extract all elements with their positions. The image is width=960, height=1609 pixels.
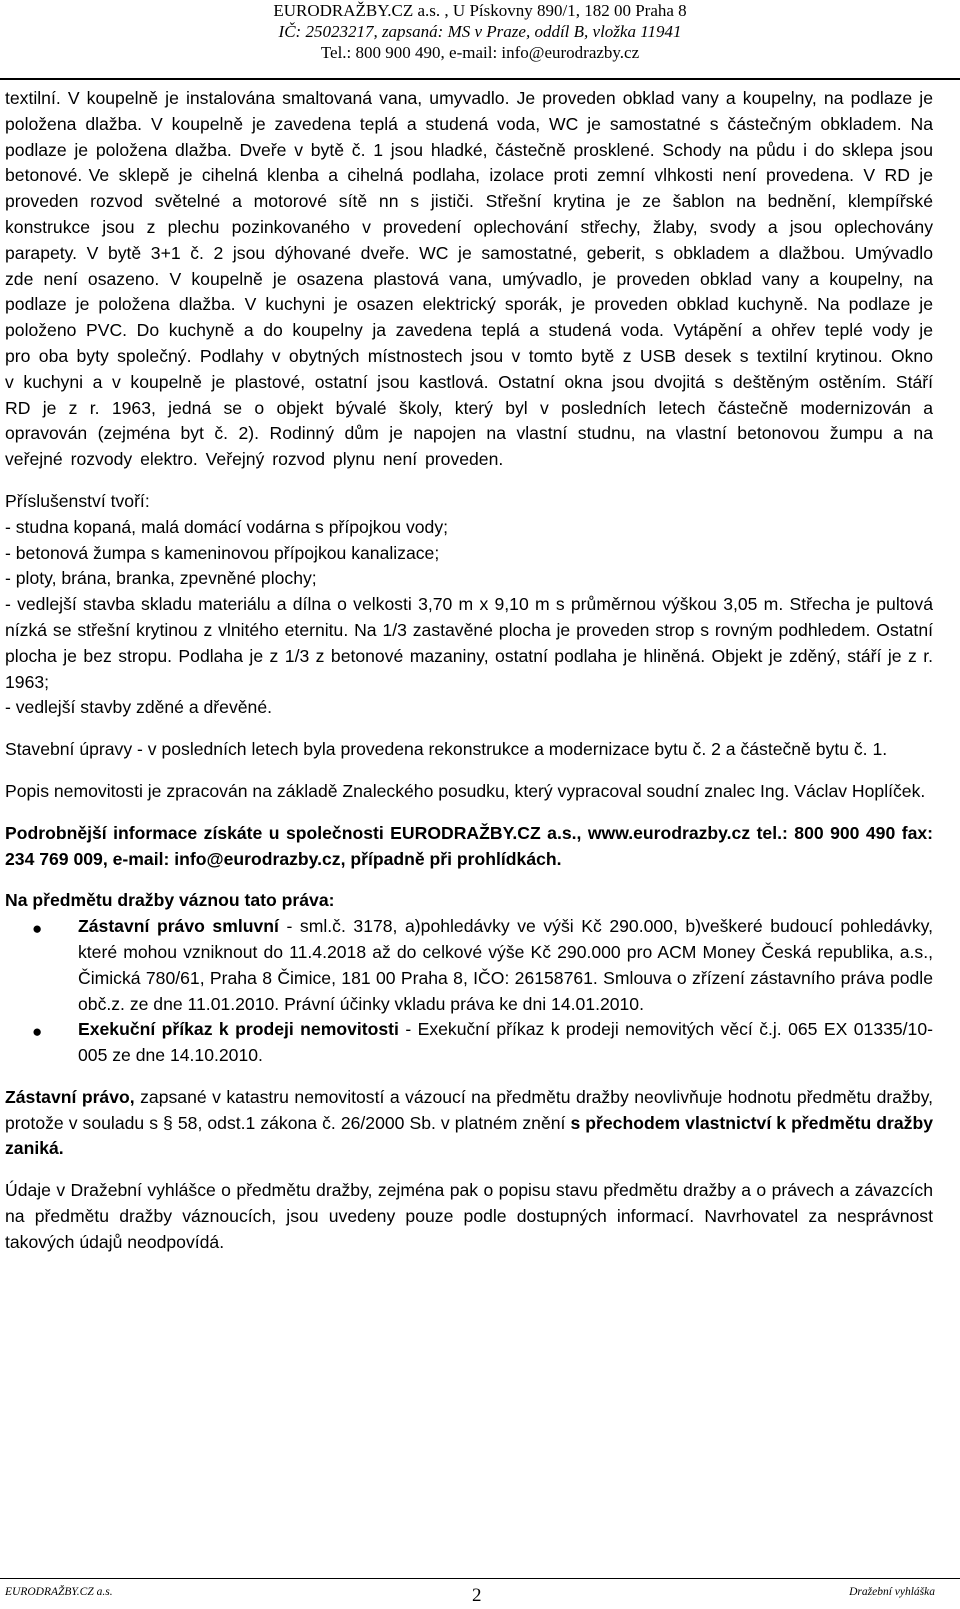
pledge-conclusion: s přechodem vlastnictví k předmětu dražby zaniká. [5,1112,933,1159]
list-item: - betonová žumpa s kameninovou přípojkou kanalizace; [5,542,440,563]
header-registration-line: IČ: 25023217, zapsaná: MS v Praze, oddíl B, vložka 11941 [278,22,682,41]
header-company-line: EURODRAŽBY.CZ a.s. , U Pískovny 890/1, 182 00 Praha 8 [273,1,687,20]
list-item: - ploty, brána, branka, zpevněné plochy; [5,568,317,589]
right-title: Exekuční příkaz k prodeji nemovitosti [78,1019,399,1040]
accessories-title: Příslušenství tvoří: [5,490,150,511]
header-contact-line: Tel.: 800 900 490, e-mail: info@eurodrazby.cz [320,43,640,62]
footer-document-title: Dražební vyhláška [849,1586,935,1598]
pledge-text: zapsané v katastru nemovitostí a vázoucí na předmětu dražby neovlivňuje hodnotu předmětu dražby, protože v souladu s § 58, odst.1 zákona č. 26/2000 Sb. v platném znění [5,1086,933,1133]
paragraph-renovation: Stavební úpravy - v posledních letech byla provedena rekonstrukce a modernizace bytu č. 2 a částečně bytu č. 1. [5,739,888,760]
paragraph-expert-report: Popis nemovitosti je zpracován na základě Znaleckého posudku, který vypracoval soudní znalec Ing. Václav Hoplíček. [5,780,926,801]
list-item [5,914,933,1017]
right-text: - Exekuční příkaz k prodeji nemovitých věcí č.j. 065 EX 01335/10-005 ze dne 14.10.2010. [78,1019,933,1066]
bullet-icon: ● [32,1022,43,1042]
description-part-2: Ve sklepě je cihelná klenba a cihelná podlaha, izolace proti zemní vlhkosti není provedena. V RD je proveden rozvod světelné a motorové sítě nn s jističi. Střešní krytina je ze šablon na bednění, klempířské konstrukce jsou z plechu pozinkovaného v provedení oplechování střechy, žlaby, svody a jsou oplechovány parapety. V bytě 3+1 č. 2 jsou dýhované dveře. WC je samostatné, geberit, s obkladem a dlažbou. Umývadlo zde není osazeno. V koupelně je osazena plastová vana, umývadlo, je proveden obklad vany a koupelny, na podlaze je položena dlažba. V kuchyni je osazen elektrický sporák, je proveden obklad kuchyně. Na podlaze je položeno PVC. Do kuchyně a do koupelny ja zavedena teplá a studená voda. Vytápění a ohřev teplé vody je pro oba byty společný. Podlahy v obytných místnostech jsou v tomto bytě z USB desek s textilní krytinou. Okno v kuchyni a v koupelně je plastové, ostatní jsou kastlová. Ostatní okna jsou dvojitá s deštěným ostěním. Stáří RD je z r. 1963, jedná se o objekt bývalé školy, který byl v posledních letech částečně modernizován a opravován (zejména byt č. 2). Rodinný dům je napojen na vlastní studnu, na vlastní betonovou žumpu a na veřejné rozvody elektro. Veřejný rozvod plynu není proveden. [5,165,934,470]
description-part-1: textilní. V koupelně je instalována smaltovaná vana, umyvadlo. Je proveden obklad vany a koupelny, na podlaze je položena dlažba. V koupelně je zavedena teplá a studená voda, WC je samostatné s částečným obkladem. Na podlaze je položena dlažba. Dveře v bytě č. 1 jsou hladké, částečně prosklené. Schody na půdu i do sklepa jsou betonové. [5,88,933,186]
rights-title: Na předmětu dražby váznou tato práva: [5,890,335,911]
document-body [5,86,933,1256]
right-text: - sml.č. 3178, a)pohledávky ve výši Kč 290.000, b)veškeré budoucí pohledávky, které mohou vzniknout do 11.4.2018 až do celkové výše Kč 290.000 pro ACM Money Česká republika, a.s., Čimická 780/61, Praha 8 Čimice, 181 00 Praha 8, IČO: 26158761. Smlouva o zřízení zástavního práva podle obč.z. ze dne 11.01.2010. Právní účinky vkladu práva ke dni 14.01.2010. [78,916,933,1014]
pledge-title: Zástavní právo, [5,1086,135,1107]
bullet-icon: ● [32,919,43,939]
rights-list [5,914,933,1069]
paragraph-pledge [5,1085,933,1162]
header-divider [0,78,960,80]
document-footer [0,1578,960,1609]
list-item: - studna kopaná, malá domácí vodárna s přípojkou vody; [5,516,449,537]
document-header [0,0,960,63]
paragraph-description [5,86,933,473]
right-title: Zástavní právo smluvní [78,916,279,937]
paragraph-contact-info: Podrobnější informace získáte u společnosti EURODRAŽBY.CZ a.s., www.eurodrazby.cz tel.: 800 900 490 fax: 234 769 009, e-mail: info@eurodrazby.cz, případně při prohlídkách. [5,822,933,869]
footer-company: EURODRAŽBY.CZ a.s. [5,1586,113,1598]
paragraph-disclaimer: Údaje v Dražební vyhlášce o předmětu dražby, zejména pak o popisu stavu předmětu dražby a o právech a závazcích na předmětu dražby váznoucích, jsou uvedeny pouze podle dostupných informací. Navrhovatel za nesprávnost takových údajů neodpovídá. [5,1180,933,1252]
footer-divider [0,1578,960,1579]
list-item: - vedlejší stavby zděné a dřevěné. [5,697,272,718]
accessories-list [5,515,933,721]
page-number: 2 [472,1585,482,1606]
list-item [5,1017,933,1069]
list-item: - vedlejší stavba skladu materiálu a dílna o velkosti 3,70 m x 9,10 m s průměrnou výškou 3,05 m. Střecha je pultová nízká se střešní krytinou z vlnitého eternitu. Na 1/3 zastavěné plocha je proveden strop s rovným podhledem. Ostatní plocha je bez stropu. Podlaha je z 1/3 z betonové mazaniny, ostatní podlaha je hliněná. Objekt je zděný, stáří je z r. 1963; [5,594,933,692]
